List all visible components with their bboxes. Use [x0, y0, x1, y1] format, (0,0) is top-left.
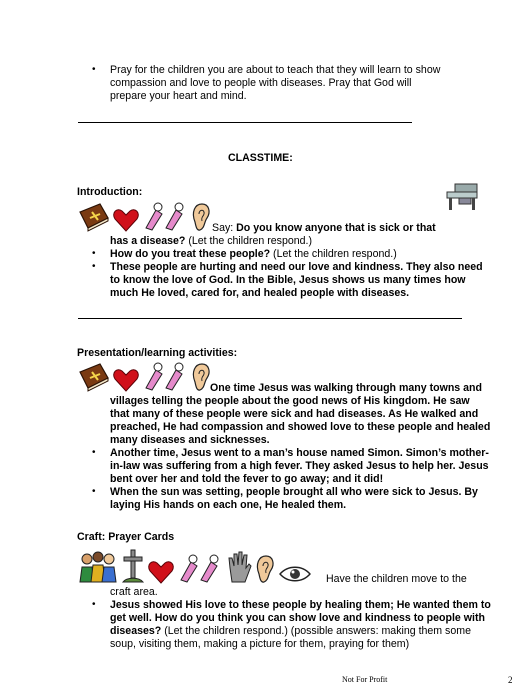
praying-hands-icon [142, 360, 188, 392]
instruction-note: (Let the children respond.) [185, 235, 312, 247]
presentation-heading: Presentation/learning activities: [77, 347, 238, 359]
say-prefix: Say: [212, 222, 237, 234]
text-line: When the sun was setting, people brought all who were sick to Jesus. By [110, 486, 478, 498]
question-text: How do you treat these people? [110, 248, 271, 260]
intro-say-line-2 [110, 235, 312, 248]
children-group-icon [78, 550, 118, 584]
divider [78, 318, 462, 319]
text-line: These people are hurting and need our love and kindness. They also need [110, 261, 483, 273]
ear-icon [191, 362, 211, 392]
praying-hands-icon [177, 552, 223, 584]
text-line: many diseases and sicknesses. [110, 434, 270, 446]
prep-paragraph [110, 64, 490, 103]
presentation-p1-first: One time Jesus was walking through many towns and [210, 382, 482, 394]
presentation-p1 [110, 395, 520, 447]
introduction-heading: Introduction: [77, 186, 143, 198]
page-number: 2 [508, 675, 513, 685]
praying-hands-icon [142, 200, 188, 232]
text-line [110, 625, 520, 638]
instruction-note: (Let the children respond.) (possible answers: making them some [161, 625, 471, 637]
craft-move-line: Have the children move to the [326, 573, 467, 585]
question-text: diseases? [110, 625, 162, 637]
question-text: has a disease? [110, 235, 186, 247]
footer-text: Not For Profit [342, 675, 388, 684]
text-line: soup, visiting them, making a picture for them, praying for them) [110, 638, 410, 650]
bullet: • [92, 447, 96, 458]
text-line: villages telling the people about the good news of His kingdom. He saw [110, 395, 470, 407]
text-line: much He loved, cared for, and healed people with diseases. [110, 287, 410, 299]
ear-icon [191, 202, 211, 232]
question-text: Do you know anyone that is sick or that [236, 222, 436, 234]
heart-icon [148, 560, 174, 584]
text-line: to know the love of God. In the Bible, Jesus shows us many times how [110, 274, 466, 286]
text-line: in-law was suffering from a high fever. They asked Jesus to help her. Jesus [110, 460, 489, 472]
text-line: preached, He had compassion and showed love to these people and healed [110, 421, 491, 433]
bullet: • [92, 248, 96, 259]
craft-bullet-1 [110, 599, 520, 651]
bullet: • [92, 261, 96, 272]
bullet: • [92, 599, 96, 610]
classtime-heading: CLASSTIME: [228, 152, 293, 164]
bible-icon [78, 360, 110, 392]
instruction-note: (Let the children respond.) [270, 248, 397, 260]
intro-q2 [110, 248, 397, 261]
text-line: get well. How do you think you can show love and kindness to people with [110, 612, 485, 624]
school-desk-icon [443, 180, 483, 217]
eye-icon [278, 564, 312, 584]
text-line: laying His hands on each one, He healed them. [110, 499, 347, 511]
ear-icon [255, 554, 275, 584]
text-line: prepare your heart and mind. [110, 90, 247, 102]
text-line: Another time, Jesus went to a man’s house named Simon. Simon’s mother- [110, 447, 489, 459]
text-line: that many of these people were sick and had diseases. As He walked and [110, 408, 479, 420]
craft-icon-row [78, 548, 315, 584]
presentation-p2 [110, 447, 520, 486]
intro-icon-row [78, 200, 214, 232]
bullet: • [92, 64, 96, 75]
intro-q3 [110, 261, 510, 300]
heart-icon [113, 208, 139, 232]
text-line: Pray for the children you are about to teach that they will learn to show [110, 64, 441, 76]
hand-icon [226, 550, 252, 584]
bullet: • [92, 486, 96, 497]
text-line: Jesus showed His love to these people by healing them; He wanted them to [110, 599, 491, 611]
presentation-p3 [110, 486, 520, 512]
craft-move-line-2: craft area. [110, 586, 158, 598]
heart-icon [113, 368, 139, 392]
craft-heading: Craft: Prayer Cards [77, 531, 175, 543]
text-line: compassion and love to people with diseases. Pray that God will [110, 77, 412, 89]
divider [78, 122, 412, 123]
bible-icon [78, 200, 110, 232]
presentation-icon-row [78, 360, 214, 392]
cross-icon [121, 548, 145, 584]
intro-say-line [212, 222, 436, 235]
text-line: bent over her and told the fever to go away; and it did! [110, 473, 384, 485]
